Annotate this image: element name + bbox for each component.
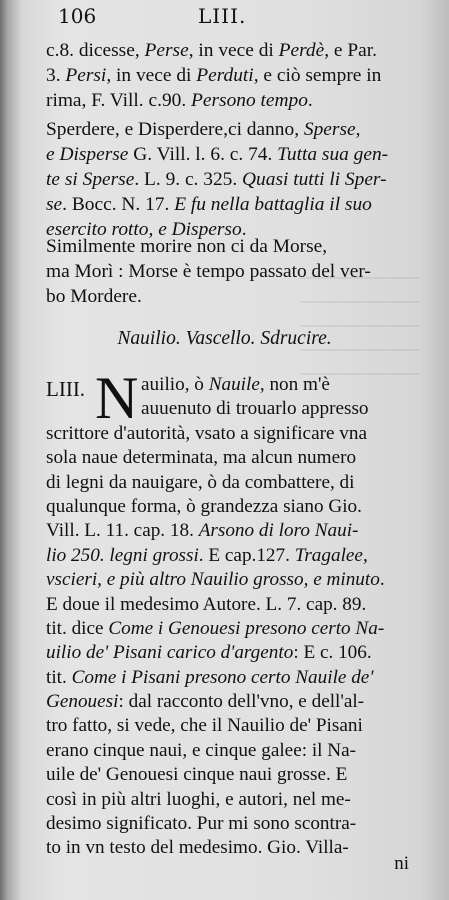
text-line (46, 641, 438, 665)
italic-text: esercito rotto, e Disperso (46, 219, 242, 240)
text-line: Similmente morire non ci da Morse, (46, 236, 328, 257)
text-line (46, 422, 438, 446)
roman-text: , in vece di (188, 40, 279, 61)
roman-text: sola naue determinata, ma alcun numero (46, 447, 357, 469)
roman-text: . (307, 90, 313, 111)
roman-text: G. Vill. l. 6. c. 74. (128, 144, 278, 165)
text-line (46, 519, 438, 543)
italic-text: Persono tempo (191, 90, 308, 111)
text-line (46, 690, 438, 714)
roman-text: . (379, 569, 385, 591)
italic-text: Perdè (278, 40, 325, 61)
header-section-number: LIII. (198, 4, 247, 28)
text-line (46, 836, 438, 860)
entry-title: Nauilio. Vascello. Sdrucire. (117, 328, 332, 349)
italic-text: Perduti (196, 65, 254, 86)
entry-number: LIII. (46, 377, 86, 401)
roman-text: 3. (46, 65, 66, 86)
italic-text: Nauile (208, 374, 260, 395)
text-line (46, 544, 438, 568)
roman-text: erano cinque naui, e cinque galee: il Na- (46, 739, 357, 761)
roman-text: uile de' Genouesi cinque naui grosse. E (46, 764, 348, 786)
roman-text: . Bocc. N. 17. (62, 194, 175, 215)
text-line (46, 593, 438, 617)
roman-text: tit. dice (46, 617, 109, 639)
running-header (58, 4, 409, 34)
roman-text: , e ciò sempre in (253, 65, 382, 86)
italic-text: Persi (65, 65, 107, 86)
text-line (46, 666, 438, 690)
roman-text: auilio, ò (141, 374, 209, 395)
text-line: bo Mordere. (46, 286, 142, 307)
roman-text: Sperdere, e Disperdere,ci danno, (46, 119, 304, 140)
text-line (46, 192, 438, 217)
roman-text: rima, F. Vill. c.90. (46, 90, 192, 111)
roman-text: così in più altri luoghi, e autori, nel me- (46, 788, 351, 810)
italic-text: vscieri, e più altro Nauilio grosso, e minuto (46, 569, 380, 591)
roman-text: qualunque forma, ò grandezza siano Gio. (46, 495, 362, 517)
drop-cap: N (95, 365, 139, 431)
roman-text: tro fatto, si vede, che il Nauilio de' Pisani (46, 715, 363, 737)
roman-text: scrittore d'autorità, vsato a significare vna (46, 422, 367, 444)
roman-text: c.8. dicesse, (46, 40, 145, 61)
paragraph-morse (46, 234, 438, 309)
roman-text: auuenuto di trouarlo appresso (141, 398, 369, 420)
text-line: ma Morì : Morse è tempo passato del ver- (46, 261, 371, 282)
roman-text: desimo significato. Pur mi sono scontra- (46, 813, 357, 835)
text-line (46, 397, 438, 421)
roman-text: . E cap.127. (198, 544, 295, 566)
text-line (46, 471, 438, 495)
roman-text: , e Par. (324, 40, 377, 61)
roman-text: di legni da nauigare, ò da combattere, di (46, 471, 355, 493)
italic-text: E fu nella battaglia il suo (174, 194, 372, 215)
paragraph-sperdere (46, 117, 438, 242)
text-line (46, 617, 438, 641)
text-line (46, 812, 438, 836)
page-number: 106 (58, 4, 97, 28)
italic-text: Tutta sua gen- (277, 144, 389, 165)
roman-text: tit. (46, 666, 72, 688)
text-line (46, 38, 438, 63)
catchword: ni (394, 853, 409, 874)
text-line (46, 495, 438, 519)
italic-text: e Disperse (46, 144, 129, 165)
text-line (46, 568, 438, 592)
italic-text: lio 250. legni grossi (46, 544, 199, 566)
italic-text: te si Sperse (46, 169, 135, 190)
text-line (46, 763, 438, 787)
roman-text: Vill. L. 11. cap. 18. (46, 520, 199, 542)
italic-text: Tragalee, (294, 544, 368, 566)
text-line (46, 739, 438, 763)
text-line (46, 167, 438, 192)
roman-text: : dal racconto dell'vno, e dell'al- (118, 691, 365, 713)
text-line (46, 714, 438, 738)
entry-body (46, 373, 438, 861)
italic-text: uilio de' Pisani carico d'argento (46, 642, 294, 664)
text-line (46, 446, 438, 470)
italic-text: Come i Genouesi presono certo Na- (108, 617, 385, 639)
paragraph-perse (46, 38, 438, 113)
italic-text: Genouesi (46, 691, 119, 713)
italic-text: Come i Pisani presono certo Nauile de' (71, 666, 374, 688)
roman-text: : E c. 106. (293, 642, 372, 664)
roman-text: . (241, 219, 247, 240)
roman-text: E doue il medesimo Autore. L. 7. cap. 89. (46, 593, 367, 615)
roman-text: to in vn testo del medesimo. Gio. Villa- (46, 837, 349, 859)
italic-text: se (46, 194, 63, 215)
text-line (46, 63, 438, 88)
italic-text: Sperse (303, 119, 356, 140)
text-line (46, 788, 438, 812)
roman-text: , non m'è (259, 374, 330, 395)
roman-text: , in vece di (106, 65, 197, 86)
text-line (46, 117, 438, 142)
italic-text: Perse (144, 40, 189, 61)
roman-text: , (355, 119, 361, 140)
text-line (46, 373, 438, 397)
text-line (46, 88, 438, 113)
roman-text: . L. 9. c. 325. (134, 169, 243, 190)
text-line (46, 142, 438, 167)
italic-text: Arsono di loro Naui- (198, 520, 359, 542)
italic-text: Quasi tutti li Sper- (242, 169, 387, 190)
